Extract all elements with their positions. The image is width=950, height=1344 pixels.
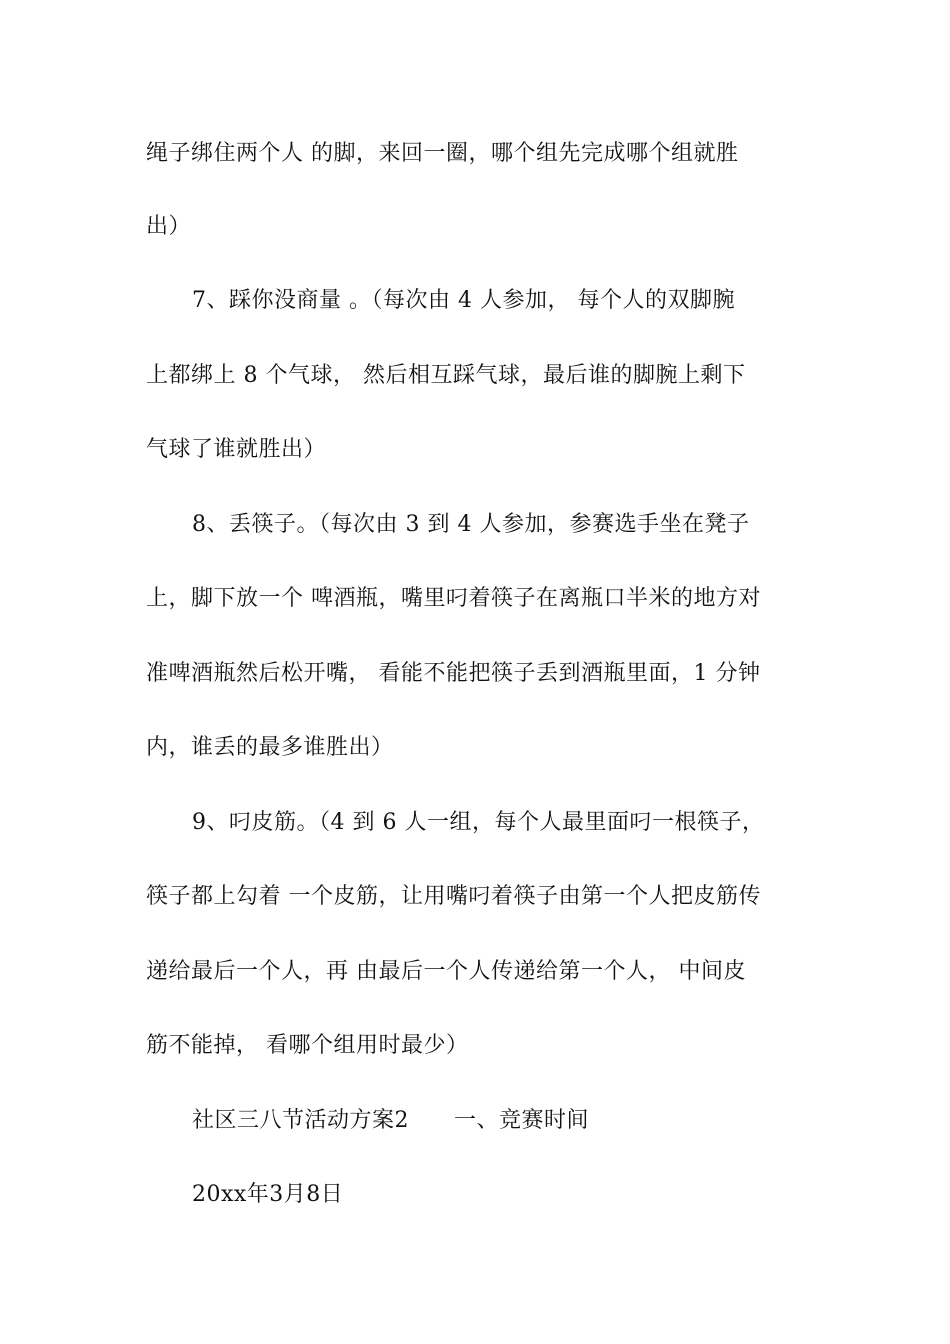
text-line: 绳子绑住两个人 的脚，来回一圈，哪个组先完成哪个组就胜: [146, 141, 739, 166]
date-line: 20xx年3月8日: [192, 1182, 344, 1207]
text-line: 8、丢筷子。（每次由 3 到 4 人参加，参赛选手坐在凳子: [192, 512, 750, 537]
text-line: 筋不能掉， 看哪个组用时最少）: [146, 1033, 469, 1058]
text-line: 7、踩你没商量 。（每次由 4 人参加， 每个人的双脚腕: [192, 288, 735, 313]
text-line: 上都绑上 8 个气球， 然后相互踩气球，最后谁的脚腕上剩下: [146, 363, 746, 388]
text-line: 筷子都上勾着 一个皮筋，让用嘴叼着筷子由第一个人把皮筋传: [146, 884, 761, 909]
text-line: 准啤酒瓶然后松开嘴， 看能不能把筷子丢到酒瓶里面，1 分钟: [146, 661, 761, 686]
section-heading: 社区三八节活动方案2 一、竞赛时间: [192, 1108, 589, 1133]
text-line: 内，谁丢的最多谁胜出）: [146, 735, 394, 760]
text-line: 上，脚下放一个 啤酒瓶，嘴里叼着筷子在离瓶口半米的地方对: [146, 586, 761, 611]
text-line: 出）: [146, 214, 192, 239]
text-line: 递给最后一个人，再 由最后一个人传递给第一个人， 中间皮: [146, 959, 746, 984]
text-line: 气球了谁就胜出）: [146, 437, 327, 462]
text-line: 9、叼皮筋。（4 到 6 人一组，每个人最里面叼一根筷子，: [192, 810, 765, 835]
